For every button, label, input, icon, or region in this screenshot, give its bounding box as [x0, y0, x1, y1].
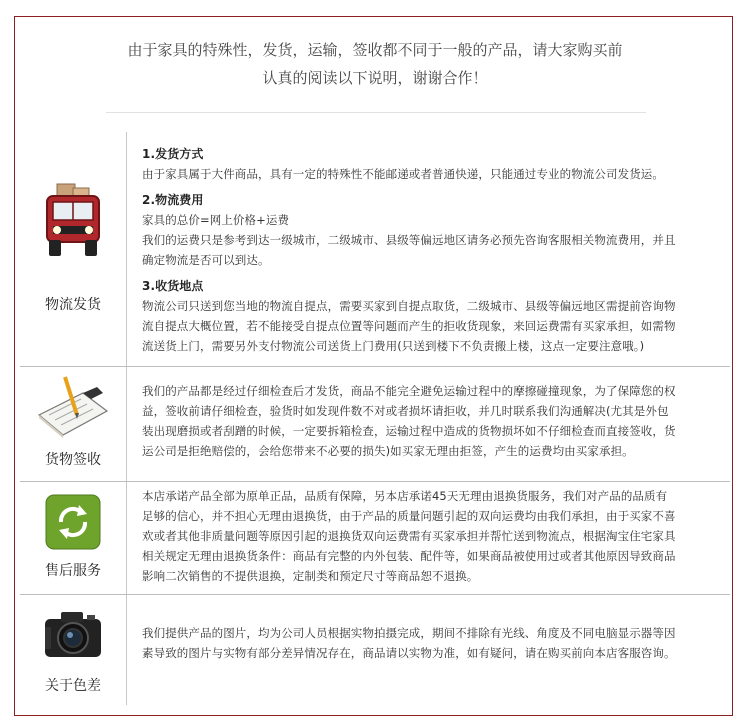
shipping-fee-line-3: 确定物流是否可以到达。	[142, 253, 270, 267]
clipboard-pencil-icon	[33, 375, 113, 439]
delivery-truck-icon	[37, 182, 109, 260]
signing-icon-cell	[20, 375, 126, 439]
shipping-place-title: 3.收货地点	[142, 279, 204, 293]
shipping-method-title: 1.发货方式	[142, 147, 204, 161]
signing-line-1: 我们的产品都是经过仔细检查后才发货，商品不能完全避免运输过程中的摩擦碰撞现象，为了保障您的权	[142, 384, 676, 398]
shipping-icon-cell	[20, 182, 126, 260]
color-line-2: 素导致的图片与实物有部分差异情况存在，商品请以实物为准，如有疑问，请在购买前向本店客服咨询。	[142, 646, 676, 660]
aftersale-line-4: 相关规定无理由退换货条件：商品有完整的内外包装、配件等，如果商品被使用过或者其他原因导致商品	[142, 549, 676, 563]
intro-notice	[30, 36, 720, 92]
signing-line-3: 装出现磨损或者刮蹭的时候，一定要拆箱检查，运输过程中造成的货物损坏如不仔细检查而直接签收，货	[142, 424, 676, 438]
aftersale-line-3: 欢或者其他非质量问题等原因引起的退换货双向运费需有买家承担并帮忙送到物流点，根据淘宝住宅家具	[142, 529, 676, 543]
color-divider	[126, 595, 127, 705]
camera-icon	[41, 607, 105, 661]
color-section	[20, 595, 730, 705]
aftersale-label: 售后服务	[45, 563, 101, 579]
shipping-content	[142, 144, 720, 356]
shipping-place-line-2: 流自提点大概位置，若不能接受自提点位置等问题而产生的拒收货现象，来回运费需有买家承担，如需物	[142, 319, 676, 333]
refresh-arrows-icon	[45, 494, 101, 550]
aftersale-line-2: 足够的信心，并不担心无理由退换货，由于产品的质量问题引起的双向运费均由我们承担，由于买家不喜	[142, 509, 676, 523]
intro-line-2: 认真的阅读以下说明，谢谢合作！	[262, 69, 488, 87]
color-content	[142, 623, 720, 663]
aftersale-icon-cell	[20, 494, 126, 550]
signing-divider	[126, 367, 127, 481]
color-icon-cell	[20, 607, 126, 661]
aftersale-content	[142, 486, 720, 586]
signing-section	[20, 367, 730, 481]
aftersale-divider	[126, 482, 127, 594]
color-line-1: 我们提供产品的图片，均为公司人员根据实物拍摄完成，期间不排除有光线、角度及不同电脑显示器等因	[142, 626, 676, 640]
signing-line-4: 运公司是拒绝赔偿的，会给您带来不必要的损失)如买家无理由拒签，产生的运费均由买家承担。	[142, 444, 634, 458]
shipping-fee-title: 2.物流费用	[142, 193, 204, 207]
signing-content	[142, 381, 720, 461]
signing-line-2: 益，签收前请仔细检查，验货时如发现件数不对或者损坏请拒收，并几时联系我们沟通解决(尤其是外包	[142, 404, 669, 418]
aftersale-section	[20, 482, 730, 594]
shipping-method-text: 由于家具属于大件商品，具有一定的特殊性不能邮递或者普通快递，只能通过专业的物流公司发货运。	[142, 167, 664, 181]
shipping-place-line-3: 流送货上门，需要另外支付物流公司送货上门费用(只送到楼下不负责搬上楼，这点一定要注意哦。)	[142, 339, 645, 353]
aftersale-line-5: 影响二次销售的不提供退换，定制类和预定尺寸等商品恕不退换。	[142, 569, 479, 583]
color-label: 关于色差	[45, 678, 101, 694]
shipping-fee-line-2: 我们的运费只是参考到达一级城市，二级城市、县级等偏远地区请务必预先咨询客服相关物流费用，并且	[142, 233, 676, 247]
shipping-divider	[126, 132, 127, 366]
shipping-place-line-1: 物流公司只送到您当地的物流自提点，需要买家到自提点取货，二级城市、县级等偏远地区需提前咨询物	[142, 299, 676, 313]
aftersale-line-1: 本店承诺产品全部为原单正品，品质有保障，另本店承诺45天无理由退换货服务，我们对产品的品质有	[142, 489, 668, 503]
shipping-label: 物流发货	[45, 297, 101, 313]
signing-label: 货物签收	[45, 452, 101, 468]
shipping-section	[20, 132, 730, 366]
intro-line-1: 由于家具的特殊性，发货，运输，签收都不同于一般的产品，请大家购买前	[127, 41, 623, 59]
shipping-fee-line-1: 家具的总价=网上价格+运费	[142, 213, 290, 227]
intro-divider	[106, 112, 646, 113]
